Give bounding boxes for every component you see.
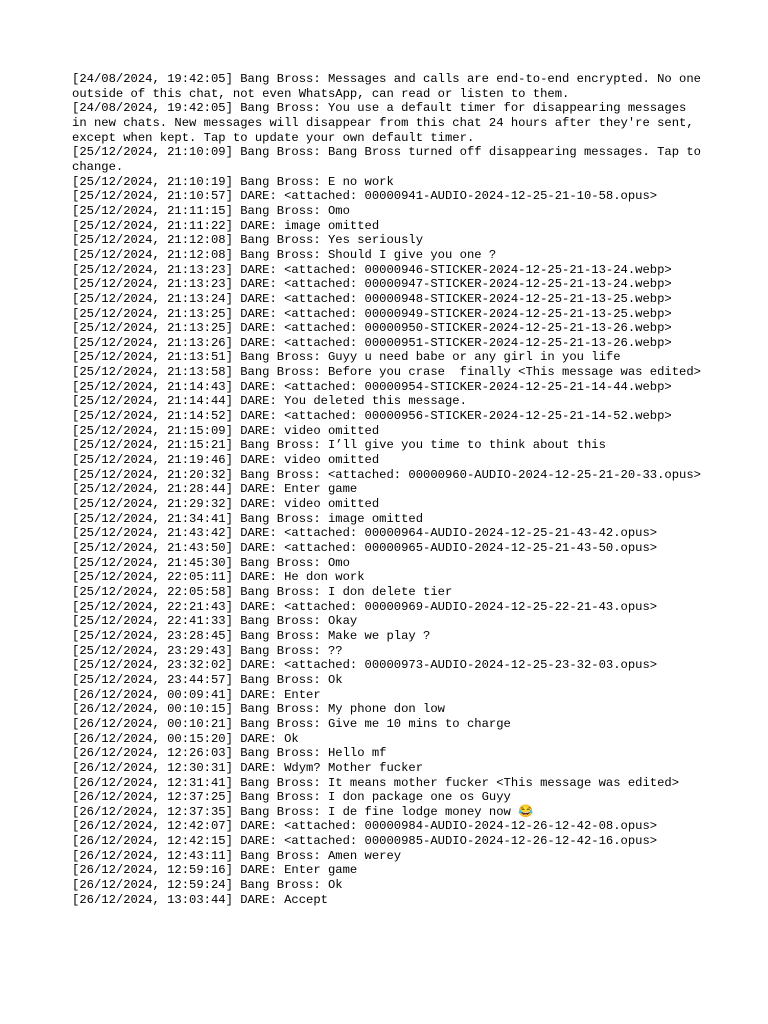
chat-message-line: [25/12/2024, 21:19:46] DARE: video omitted bbox=[72, 453, 380, 468]
chat-message-line: [25/12/2024, 21:13:23] DARE: <attached: 00000946-STICKER-2024-12-25-21-13-24.webp> bbox=[72, 262, 672, 277]
chat-message-line: [25/12/2024, 21:13:58] Bang Bross: Before you crase finally <This message was edited> bbox=[72, 365, 701, 380]
chat-message-line: [25/12/2024, 21:15:09] DARE: video omitted bbox=[72, 423, 380, 438]
chat-message-line: [25/12/2024, 21:45:30] Bang Bross: Omo bbox=[72, 555, 350, 570]
chat-message-line: [25/12/2024, 23:29:43] Bang Bross: ?? bbox=[72, 643, 343, 658]
chat-message-line: [24/08/2024, 19:42:05] Bang Bross: You use a default timer for disappearing messages in new chats. New messages will disappear from this chat 24 hours after they're sent, except when kept. Tap to update your own default timer. bbox=[72, 101, 701, 145]
chat-message-line: [25/12/2024, 21:13:25] DARE: <attached: 00000949-STICKER-2024-12-25-21-13-25.webp> bbox=[72, 306, 672, 321]
chat-message-line: [25/12/2024, 21:13:23] DARE: <attached: 00000947-STICKER-2024-12-25-21-13-24.webp> bbox=[72, 277, 672, 292]
chat-message-line: [26/12/2024, 00:10:15] Bang Bross: My phone don low bbox=[72, 702, 445, 717]
chat-message-line: [25/12/2024, 21:34:41] Bang Bross: image omitted bbox=[72, 511, 424, 526]
chat-message-line: [25/12/2024, 23:44:57] Bang Bross: Ok bbox=[72, 672, 343, 687]
chat-message-line: [25/12/2024, 21:13:26] DARE: <attached: 00000951-STICKER-2024-12-25-21-13-26.webp> bbox=[72, 335, 672, 350]
chat-message-line: [25/12/2024, 21:13:25] DARE: <attached: 00000950-STICKER-2024-12-25-21-13-26.webp> bbox=[72, 321, 672, 336]
chat-message-line: [25/12/2024, 21:14:43] DARE: <attached: 00000954-STICKER-2024-12-25-21-14-44.webp> bbox=[72, 379, 672, 394]
chat-message-line: [25/12/2024, 21:13:24] DARE: <attached: 00000948-STICKER-2024-12-25-21-13-25.webp> bbox=[72, 291, 672, 306]
chat-message-line: [25/12/2024, 22:05:11] DARE: He don work bbox=[72, 570, 365, 585]
chat-message-line: [25/12/2024, 21:11:22] DARE: image omitted bbox=[72, 218, 380, 233]
chat-message-line: [25/12/2024, 21:20:32] Bang Bross: <attached: 00000960-AUDIO-2024-12-25-21-20-33.opus> bbox=[72, 467, 701, 482]
chat-message-line: [24/08/2024, 19:42:05] Bang Bross: Messages and calls are end-to-end encrypted. No one outside of this chat, not even WhatsApp, can read or listen to them. bbox=[72, 72, 709, 101]
chat-message-line: [25/12/2024, 21:15:21] Bang Bross: I’ll give you time to think about this bbox=[72, 438, 606, 453]
chat-message-line: [26/12/2024, 13:03:44] DARE: Accept bbox=[72, 892, 328, 907]
chat-message-line: [25/12/2024, 22:41:33] Bang Bross: Okay bbox=[72, 614, 358, 629]
chat-message-line: [25/12/2024, 21:12:08] Bang Bross: Yes seriously bbox=[72, 233, 424, 248]
chat-message-line: [26/12/2024, 00:15:20] DARE: Ok bbox=[72, 731, 299, 746]
chat-message-line: [25/12/2024, 21:29:32] DARE: video omitted bbox=[72, 497, 380, 512]
chat-message-line: [25/12/2024, 21:10:09] Bang Bross: Bang Bross turned off disappearing messages. Tap to change. bbox=[72, 145, 709, 174]
chat-message-line: [26/12/2024, 12:37:25] Bang Bross: I don package one os Guyy bbox=[72, 790, 511, 805]
chat-message-line: [25/12/2024, 21:14:44] DARE: You deleted this message. bbox=[72, 394, 467, 409]
chat-message-line: [25/12/2024, 21:28:44] DARE: Enter game bbox=[72, 482, 358, 497]
chat-message-line: [26/12/2024, 12:26:03] Bang Bross: Hello mf bbox=[72, 746, 387, 761]
chat-message-line: [26/12/2024, 00:10:21] Bang Bross: Give me 10 mins to charge bbox=[72, 716, 511, 731]
chat-message-line: [25/12/2024, 21:43:50] DARE: <attached: 00000965-AUDIO-2024-12-25-21-43-50.opus> bbox=[72, 541, 658, 555]
chat-message-line: [25/12/2024, 22:21:43] DARE: <attached: 00000969-AUDIO-2024-12-25-22-21-43.opus> bbox=[72, 599, 658, 614]
chat-message-line: [26/12/2024, 12:59:24] Bang Bross: Ok bbox=[72, 878, 343, 893]
chat-message-line: [25/12/2024, 23:28:45] Bang Bross: Make we play ? bbox=[72, 628, 431, 643]
chat-message-line: [25/12/2024, 23:32:02] DARE: <attached: 00000973-AUDIO-2024-12-25-23-32-03.opus> bbox=[72, 658, 658, 673]
chat-message-line: [25/12/2024, 21:14:52] DARE: <attached: 00000956-STICKER-2024-12-25-21-14-52.webp> bbox=[72, 409, 672, 424]
chat-message-line: [25/12/2024, 21:10:19] Bang Bross: E no work bbox=[72, 174, 394, 189]
chat-message-line: [26/12/2024, 12:42:15] DARE: <attached: 00000985-AUDIO-2024-12-26-12-42-16.opus> bbox=[72, 834, 658, 849]
chat-transcript bbox=[72, 72, 709, 907]
chat-message-line: [26/12/2024, 12:30:31] DARE: Wdym? Mother fucker bbox=[72, 760, 424, 775]
chat-message-line: [25/12/2024, 21:10:57] DARE: <attached: 00000941-AUDIO-2024-12-25-21-10-58.opus> bbox=[72, 189, 658, 204]
chat-message-line: [26/12/2024, 12:37:35] Bang Bross: I de fine lodge money now 😂 bbox=[72, 804, 534, 819]
chat-message-line: [25/12/2024, 21:43:42] DARE: <attached: 00000964-AUDIO-2024-12-25-21-43-42.opus> bbox=[72, 526, 658, 541]
chat-message-line: [25/12/2024, 21:13:51] Bang Bross: Guyy u need babe or any girl in you life bbox=[72, 350, 621, 365]
chat-message-line: [26/12/2024, 00:09:41] DARE: Enter bbox=[72, 687, 321, 702]
chat-message-line: [26/12/2024, 12:42:07] DARE: <attached: 00000984-AUDIO-2024-12-26-12-42-08.opus> bbox=[72, 819, 658, 834]
chat-message-line: [25/12/2024, 21:11:15] Bang Bross: Omo bbox=[72, 203, 350, 218]
chat-message-line: [26/12/2024, 12:43:11] Bang Bross: Amen werey bbox=[72, 848, 402, 863]
chat-message-line: [26/12/2024, 12:31:41] Bang Bross: It means mother fucker <This message was edited> bbox=[72, 775, 680, 790]
chat-message-line: [25/12/2024, 21:12:08] Bang Bross: Should I give you one ? bbox=[72, 247, 497, 262]
chat-message-line: [25/12/2024, 22:05:58] Bang Bross: I don delete tier bbox=[72, 584, 453, 599]
chat-message-line: [26/12/2024, 12:59:16] DARE: Enter game bbox=[72, 863, 358, 878]
